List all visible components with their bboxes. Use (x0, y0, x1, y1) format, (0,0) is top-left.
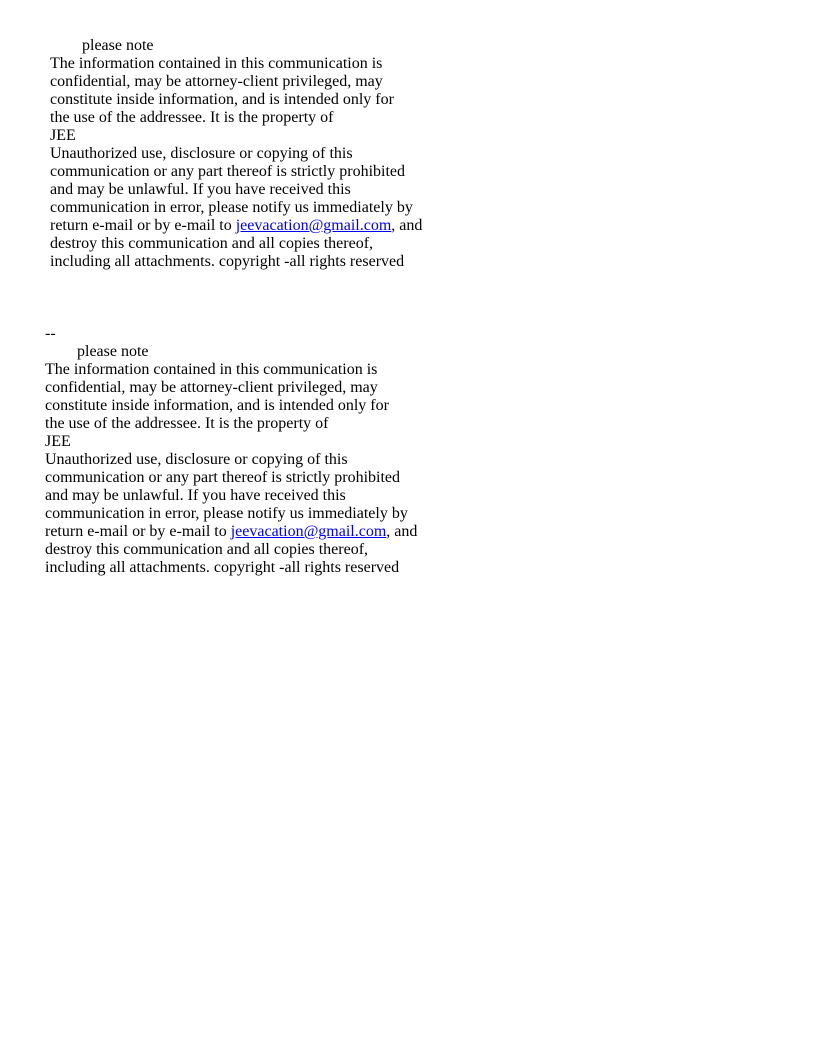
notice-text-line: destroy this communication and all copies thereof, (45, 541, 369, 558)
notice-text-line: Unauthorized use, disclosure or copying of this (50, 145, 353, 162)
notice-contact-suffix: , and (391, 217, 423, 234)
notice-text-line: the use of the addressee. It is the property of (50, 109, 334, 126)
notice-text-line: and may be unlawful. If you have received this (50, 181, 351, 198)
notice-text-line: including all attachments. copyright -all rights reserved (50, 253, 405, 270)
notice-heading: please note (77, 343, 149, 360)
confidentiality-notice-second (45, 343, 465, 577)
notice-text-line: communication or any part thereof is strictly prohibited (50, 163, 406, 180)
notice-text-line: confidential, may be attorney-client privileged, may (45, 379, 378, 396)
notice-text-line: communication in error, please notify us immediately by (45, 505, 408, 522)
notice-contact-suffix: , and (386, 523, 418, 540)
notice-text-line: Unauthorized use, disclosure or copying of this (45, 451, 348, 468)
notice-text-line: and may be unlawful. If you have received this (45, 487, 346, 504)
notice-contact-line (50, 217, 470, 235)
notice-text-line: destroy this communication and all copies thereof, (50, 235, 374, 252)
notice-owner: JEE (45, 433, 71, 450)
notice-text-line: The information contained in this communication is (45, 361, 378, 378)
email-link[interactable]: jeevacation@gmail.com (230, 523, 387, 540)
email-link[interactable]: jeevacation@gmail.com (235, 217, 392, 234)
notice-contact-line (45, 523, 465, 541)
notice-heading: please note (82, 37, 154, 54)
notice-text-line: confidential, may be attorney-client privileged, may (50, 73, 383, 90)
confidentiality-notice-first (50, 37, 470, 271)
notice-text-line: The information contained in this communication is (50, 55, 383, 72)
notice-contact-prefix: return e-mail or by e-mail to (50, 217, 236, 234)
notice-text-line: the use of the addressee. It is the property of (45, 415, 329, 432)
notice-text-line: communication or any part thereof is strictly prohibited (45, 469, 401, 486)
notice-text-line: constitute inside information, and is intended only for (50, 91, 394, 108)
notice-text-line: communication in error, please notify us immediately by (50, 199, 413, 216)
signature-separator: -- (45, 325, 56, 342)
notice-text-line: including all attachments. copyright -all rights reserved (45, 559, 400, 576)
notice-text-line: constitute inside information, and is intended only for (45, 397, 389, 414)
notice-contact-prefix: return e-mail or by e-mail to (45, 523, 231, 540)
notice-owner: JEE (50, 127, 76, 144)
